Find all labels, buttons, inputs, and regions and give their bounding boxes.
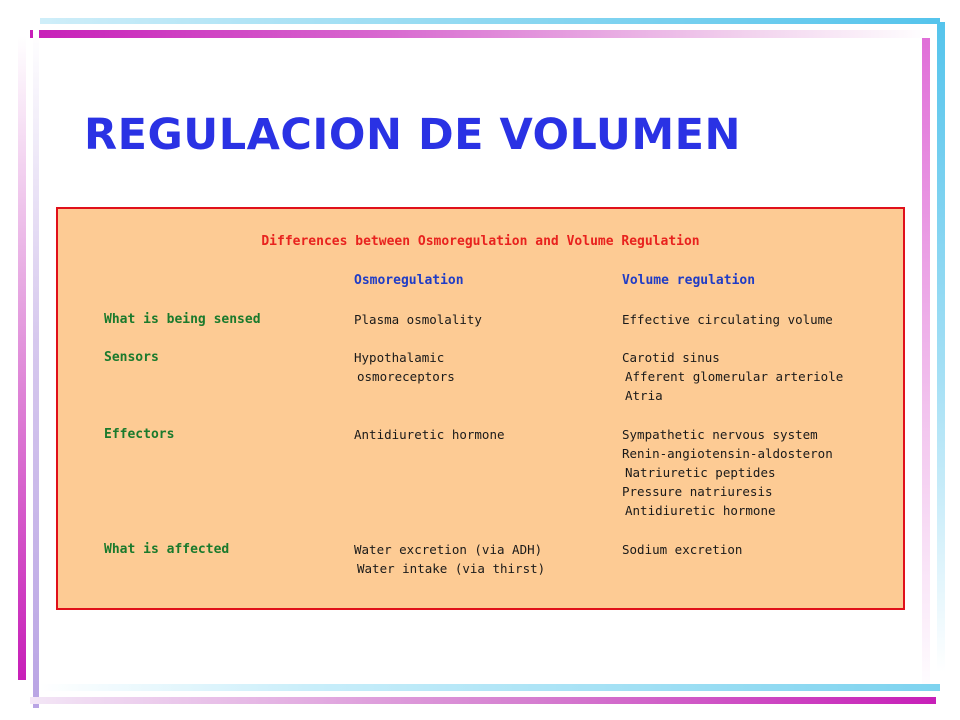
frame-bar-left-pink [18, 36, 26, 680]
cell-line: osmoreceptors [357, 369, 455, 384]
frame-bar-bottom-pink [30, 697, 936, 704]
row-label-sensors: Sensors [104, 350, 159, 365]
table-cell [354, 425, 505, 444]
frame-bar-top-pink [30, 30, 930, 38]
cell-line: Effective circulating volume [622, 312, 833, 327]
row-label-effectors: Effectors [104, 427, 175, 442]
cell-line: Carotid sinus [622, 350, 720, 365]
cell-line: Water intake (via thirst) [357, 561, 546, 576]
frame-bar-right-blue [937, 22, 945, 672]
cell-line: Atria [625, 388, 663, 403]
column-header-volume-regulation: Volume regulation [622, 273, 756, 288]
cell-line: Hypothalamic [354, 350, 445, 365]
frame-bar-right-pink [922, 38, 930, 698]
cell-line: Natriuretic peptides [625, 465, 776, 480]
slide-title: REGULACION DE VOLUMEN [84, 110, 741, 160]
frame-bar-left-lavender [33, 30, 39, 708]
cell-line: Afferent glomerular arteriole [625, 369, 844, 384]
cell-line: Pressure natriuresis [622, 484, 773, 499]
table-cell [354, 348, 455, 386]
table-title: Differences between Osmoregulation and Volume Regulation [261, 234, 700, 249]
table-cell [622, 425, 833, 520]
row-label-what-is-sensed: What is being sensed [104, 312, 261, 327]
table-cell [354, 540, 545, 578]
table-cell [622, 540, 742, 559]
cell-line: Renin-angiotensin-aldosteron [622, 446, 833, 461]
comparison-table-image [56, 207, 905, 610]
table-cell [354, 310, 482, 329]
frame-bar-bottom-blue [40, 684, 940, 691]
row-label-what-is-affected: What is affected [104, 542, 230, 557]
cell-line: Water excretion (via ADH) [354, 542, 543, 557]
table-cell [622, 310, 833, 329]
cell-line: Antidiuretic hormone [354, 427, 505, 442]
table-cell [622, 348, 843, 405]
cell-line: Plasma osmolality [354, 312, 482, 327]
cell-line: Antidiuretic hormone [625, 503, 776, 518]
frame-bar-top-blue [40, 18, 940, 24]
column-header-osmoregulation: Osmoregulation [354, 273, 464, 288]
cell-line: Sympathetic nervous system [622, 427, 818, 442]
cell-line: Sodium excretion [622, 542, 743, 557]
